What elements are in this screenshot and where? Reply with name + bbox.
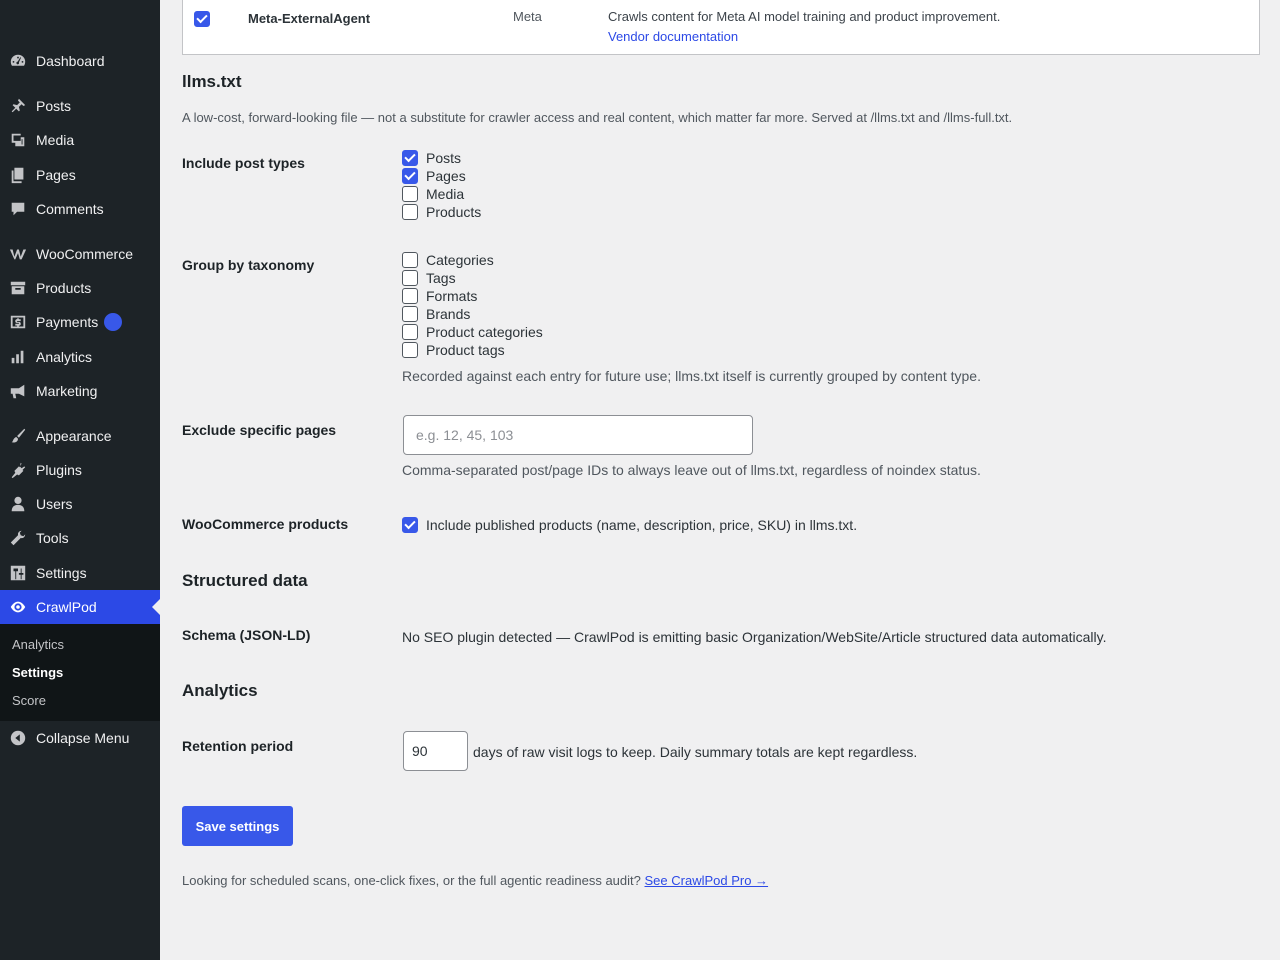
payments-icon [0,313,36,331]
taxonomy-checkbox[interactable] [402,288,418,304]
upsell-message: Looking for scheduled scans, one-click fixes, or the full agentic readiness audit? [182,873,641,888]
schema-status-text: No SEO plugin detected — CrawlPod is emitting basic Organization/WebSite/Article structured data automatically. [402,629,1107,645]
woocommerce-products-checkbox[interactable] [402,517,418,533]
menu-label: Pages [36,167,76,183]
menu-dashboard[interactable] [0,44,160,78]
eye-icon [0,598,36,616]
taxonomy-group [402,251,543,359]
taxonomy-checkbox[interactable] [402,324,418,340]
option-label: Brands [426,306,471,322]
option-label: Include published products (name, description, price, SKU) in llms.txt. [426,517,858,533]
menu-users[interactable] [0,487,160,521]
post-type-checkbox[interactable] [402,150,418,166]
menu-comments[interactable] [0,192,160,226]
retention-days-input[interactable] [403,731,468,771]
taxonomy-option[interactable] [402,323,543,341]
bot-allow-checkbox[interactable] [194,11,210,27]
structured-data-title: Structured data [182,571,308,590]
megaphone-icon [0,382,36,400]
menu-woocommerce[interactable] [0,237,160,271]
post-type-checkbox[interactable] [402,168,418,184]
post-type-checkbox[interactable] [402,186,418,202]
option-label: Products [426,204,482,220]
chart-bar-icon [0,348,36,366]
post-type-option[interactable] [402,185,481,203]
taxonomy-option[interactable] [402,305,543,323]
menu-label: CrawlPod [36,599,97,615]
exclude-pages-input[interactable] [403,415,753,455]
paintbrush-icon [0,427,36,445]
menu-payments[interactable] [0,305,160,339]
menu-label: Appearance [36,428,112,444]
exclude-pages-label: Exclude specific pages [182,422,337,438]
woocommerce-icon [0,245,36,263]
pages-icon [0,166,36,184]
bot-table-row [182,0,1260,55]
menu-label: Plugins [36,462,82,478]
option-label: Media [426,186,465,202]
option-label: Pages [426,168,466,184]
save-settings-button[interactable]: Save settings [182,806,293,846]
notification-badge [104,313,122,331]
retention-label: Retention period [182,738,294,754]
menu-label: Payments [36,314,99,330]
submenu-settings[interactable]: Settings [12,665,64,680]
menu-label: Analytics [36,349,93,365]
option-label: Formats [426,288,478,304]
collapse-menu-button[interactable] [0,721,160,755]
menu-crawlpod[interactable] [0,590,160,624]
llms-description: A low-cost, forward-looking file — not a substitute for crawler access and real content, which matter far more. Served at /llms.txt and /llms-full.txt. [182,110,1013,125]
post-type-checkbox[interactable] [402,204,418,220]
submenu-score[interactable]: Score [12,693,46,708]
taxonomy-checkbox[interactable] [402,342,418,358]
dashboard-icon [0,52,36,70]
taxonomy-checkbox[interactable] [402,252,418,268]
menu-label: Tools [36,530,69,546]
menu-label: Settings [36,565,87,581]
retention-help: days of raw visit logs to keep. Daily summary totals are kept regardless. [473,744,918,760]
collapse-icon [0,729,36,747]
taxonomy-checkbox[interactable] [402,270,418,286]
menu-tools[interactable] [0,521,160,555]
post-type-option[interactable] [402,167,481,185]
menu-label: WooCommerce [36,246,133,262]
llms-section-title: llms.txt [182,72,242,91]
taxonomy-option[interactable] [402,251,543,269]
menu-label: Collapse Menu [36,730,130,746]
wrench-icon [0,529,36,547]
pin-icon [0,97,36,115]
menu-settings[interactable] [0,556,160,590]
menu-plugins[interactable] [0,453,160,487]
menu-label: Dashboard [36,53,105,69]
admin-sidebar [0,0,160,960]
menu-pages[interactable] [0,158,160,192]
menu-label: Comments [36,201,104,217]
analytics-section-title: Analytics [182,681,258,700]
option-label: Product categories [426,324,543,340]
archive-icon [0,279,36,297]
menu-analytics[interactable] [0,340,160,374]
option-label: Tags [426,270,456,286]
menu-label: Marketing [36,383,98,399]
sliders-icon [0,564,36,582]
post-type-option[interactable] [402,203,481,221]
woocommerce-products-label: WooCommerce products [182,516,349,532]
taxonomy-help: Recorded against each entry for future use; llms.txt itself is currently grouped by content type. [402,368,981,384]
menu-label: Media [36,132,75,148]
menu-label: Products [36,280,92,296]
post-types-group [402,149,481,221]
submenu-analytics[interactable]: Analytics [12,637,65,652]
menu-appearance[interactable] [0,419,160,453]
woocommerce-products-option[interactable] [402,516,857,534]
plug-icon [0,461,36,479]
post-type-option[interactable] [402,149,481,167]
option-label: Posts [426,150,462,166]
vendor-documentation-link[interactable]: Vendor documentation [608,29,739,44]
bot-description: Crawls content for Meta AI model training and product improvement. [608,9,1001,24]
schema-label: Schema (JSON-LD) [182,627,311,643]
menu-media[interactable] [0,123,160,157]
taxonomy-checkbox[interactable] [402,306,418,322]
exclude-pages-help: Comma-separated post/page IDs to always leave out of llms.txt, regardless of noindex status. [402,462,981,478]
bot-name: Meta-ExternalAgent [248,11,371,26]
taxonomy-option[interactable] [402,269,543,287]
taxonomy-option[interactable] [402,341,543,359]
option-label: Categories [426,252,494,268]
menu-label: Posts [36,98,72,114]
user-icon [0,495,36,513]
comment-icon [0,200,36,218]
menu-label: Users [36,496,73,512]
bot-vendor: Meta [513,9,542,24]
menu-posts[interactable] [0,89,160,123]
see-crawlpod-pro-link[interactable]: See CrawlPod Pro → [644,873,769,888]
taxonomy-label: Group by taxonomy [182,257,315,273]
pro-upsell-text [182,873,768,888]
media-icon [0,131,36,149]
menu-products[interactable] [0,271,160,305]
post-types-label: Include post types [182,155,305,171]
menu-marketing[interactable] [0,374,160,408]
taxonomy-option[interactable] [402,287,543,305]
option-label: Product tags [426,342,505,358]
crawlpod-submenu [0,624,160,721]
